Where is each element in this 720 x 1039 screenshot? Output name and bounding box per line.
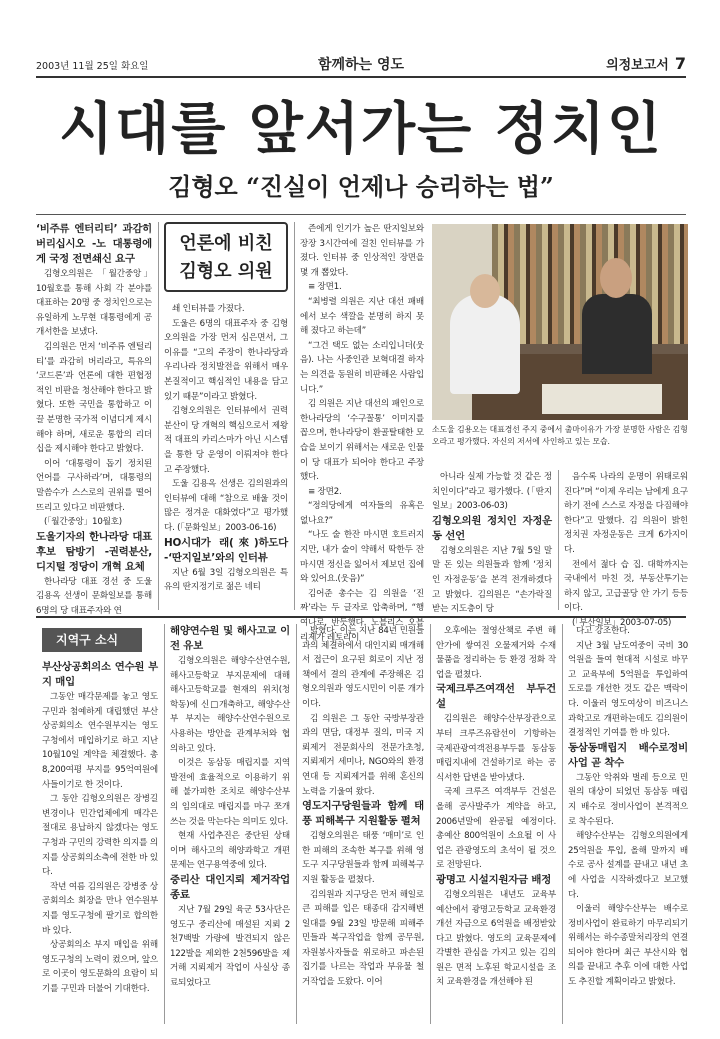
article-paragraph: 김의원은 먼저 ‘비주류 엔털리티’를 과감히 버리라고, 특유의 ‘코드론’과 언론에 대한 편협정적인 비판을 청산해야 한다고 밝혔다. 또한 국민을 통합하고 이끌 분명한 국가적 이념디게 제시해야 하며, 새로운 통합의 리더십을 제시해야 한다고 밝혔다.	[36, 341, 152, 455]
column-1	[36, 222, 152, 616]
article-heading: 국제크루즈여객선 부두건설	[436, 683, 556, 711]
article-paragraph: 김형오의원은 해양수산연수원, 해사고등학교 부지문제에 대해 해사고등학교를 현재의 위치(청학동)에 신□개축하고, 해양수산부 부지는 해양수산연수원으로 사용하는 방안을 관계부처와 협의하고 있다.	[170, 656, 290, 754]
article-paragraph: 김형오의원은 내년도 교육부 예산에서 광명고등학교 교육환경 개선 자금으로 6억원을 배정받았다고 밝혔다. 영도의 교육문제에 각별한 관심을 가지고 있는 김의원은 면적 노후된 학교시설을 조치 교육환경을 개선해야 된	[436, 889, 556, 988]
interview-photo	[432, 224, 688, 420]
subheadline: 김형오 “진실이 언제나 승리하는 법”	[168, 172, 554, 201]
article-paragraph: 이울러 해양수산부는 배수로 정비사업이 완료하기 마무리되기 위해서는 하수종말처리장의 연결되어야 한다며 최근 부산시와 협의를 끝내고 추후 이에 대한 사업도 추진할 계획이라고 밝혔다.	[568, 904, 688, 988]
article-paragraph: 쇄 인터뷰를 가졌다.	[172, 304, 245, 314]
column-divider	[296, 624, 297, 1024]
section-rule	[36, 616, 686, 618]
region-news-tab: 지역구 소식	[42, 628, 142, 652]
article-paragraph: “최병렬 의원은 지난 대선 패배에서 보수 색깔을 분명히 하지 못해 졌다고 하는데”	[300, 296, 424, 337]
article-paragraph: 김형오의원은 「월간중앙」10월호를 통해 사회 각 분야를 대표하는 20명 중 정치인으로는 유일하게 노무현 대통령에게 공개서한을 보냈다.	[36, 269, 152, 338]
article-paragraph: “나도 술 한잔 마시면 호트러지지만, 내가 술이 약해서 딱한두 잔 마시면 정신을 잃어서 제보던 집에 와 있어요.(웃음)”	[300, 530, 424, 585]
column-divider	[558, 470, 559, 610]
article-paragraph: 다고 강조한다.	[576, 626, 630, 636]
article-paragraph: 김 의원은 그 동안 국방부장관과의 면담, 대정부 질의, 미국 지뢰제거 전문회사의 전문가초청, 지뢰제거 세미나, NGO와의 환경연대 등 지뢰제거를 위해 혼신의 노력을 기울여 왔다.	[302, 713, 424, 797]
press-box-label	[164, 222, 288, 292]
article-paragraph: 지난 6월 3일 김형오의원은 특유의 딴지정기로 젊은 네티	[164, 567, 288, 593]
article-paragraph: 김의원과 지구당은 먼저 해일로 큰 피해를 입은 태종대 감지해변 일대를 9월 23일 방문해 피해주민들과 복구작업을 함께 공무원, 자원봉사자들을 위로하고 파손된 집기를 나르는 작업과 부유물 철거작업을 도왔다. 이어	[302, 889, 424, 988]
region-column-2	[170, 624, 290, 1024]
article-paragraph: 김어준 총수는 김 의원을 ‘진짜’라는 두 글자로 압축하며, “행여나로, 반듯했다. 노블리스 오블리제가 레토리이	[300, 588, 424, 643]
article-heading: 부산상공회의소 연수원 부지 매입	[42, 661, 158, 688]
article-paragraph: (「월간중앙」10월호)	[44, 517, 122, 528]
column-divider	[294, 222, 295, 610]
section-title: 함께하는 영도	[317, 57, 405, 73]
article-heading: HO시대가 래(來)하도다 -‘딴지일보’와의 인터뷰	[164, 536, 288, 564]
article-paragraph: 그동안 악취와 벌레 등으로 민원의 대상이 되었던 동삼동 매립지 배수로 정비사업이 본격적으로 착수된다.	[568, 772, 688, 827]
article-paragraph: 이어 ‘대통령이 돕기 정치된 언어를 구사하라’며, 대통령의 말씀수가 스스로의 권위를 떨어뜨리고 있다고 비판했다.	[36, 458, 152, 513]
press-box-line-2: 김형오 의원	[179, 261, 273, 282]
press-box-line-1: 언론에 비친	[179, 233, 273, 254]
article-heading: 영도지구당원들과 함께 태풍 피해복구 지원활동 펼쳐	[302, 800, 424, 828]
page-info	[606, 54, 686, 73]
article-heading: 광명고 시설지원자금 배정	[436, 873, 552, 886]
article-paragraph: ≡ 장면2.	[308, 486, 342, 497]
article-paragraph: 상공회의소 부지 매입을 위해 영도구청의 노력이 컸으며, 앞으로 이곳이 영도문화의 요람이 되기를 구민과 더불어 기대한다.	[42, 940, 158, 994]
article-paragraph: 김형오의원은 인터뷰에서 권력 분산이 당 개혁의 핵심으로서 제왕적 대표의 카리스마가 아닌 시스템을 통한 당 운영이 이뤄져야 한다고 주장했다.	[164, 406, 288, 475]
article-heading: ‘비주류 엔터리티’ 과감히 버리십시오 -노 대통령에게 국정 전면쇄신 요구	[36, 223, 152, 265]
column-divider	[562, 624, 563, 1024]
issue-date: 2003년 11월 25일 화요일	[36, 61, 149, 72]
article-paragraph: 한나라당 대표 경선 중 도울 김용옥 선생이 문화일보를 통해 6명의 당 대표주자와 연	[36, 576, 152, 616]
article-paragraph: 아니라 실제 가능할 것 같은 정치인이다”라고 평가했다. (「딴지일보」2003-06-03)	[432, 472, 552, 512]
article-paragraph: 지난 3월 남도여중이 국비 30억원을 들여 현대적 시설로 바꾸고 교육부에 5억원을 투입하여 도로를 개선한 것도 같은 맥락이다. 이울러 영도여상이 비즈니스과학고로 개편하는데도 김의원이 결정적인 기여를 한 바 있다.	[568, 640, 688, 739]
article-paragraph: 김형오의원은 지난 7월 5일 말말 돈 있는 의원들과 함께 ‘정치인 자정운동’을 본격 전개하겠다고 밝혔다. 김의원은 “손가락질 받는 지도층이 당	[432, 545, 552, 615]
article-heading: 김형오의원 정치인 자정운동 선언	[432, 514, 552, 542]
article-paragraph: 그 동안 김형오의원은 장병길변경이나 민간업체에게 매각은 절대로 용납하지 않겠다는 영도구청과 구민의 강력한 의지를 의지를 상공회의소측에 전한 바 있다.	[42, 794, 158, 878]
column-5	[564, 470, 688, 628]
column-2	[164, 302, 288, 610]
region-column-1	[42, 660, 158, 1024]
article-paragraph: 김의원은 해양수산부장관으로부터 크루즈유람선이 기항하는 국제관광여객전용부두를 동삼동 매립지내에 건설하기로 하는 공식서한 답변을 받아냈다.	[436, 714, 556, 783]
article-paragraph: 해양수산부는 김형오의원에게 25억원을 투입, 올해 말까지 배수로 공사 설계를 끝내고 내년 초에 사업을 시작하겠다고 보고했다.	[568, 831, 688, 900]
page-label: 의정보고서	[606, 58, 669, 73]
article-paragraph: 음수록 나라의 운명이 위태로워진다”며 “이제 우리는 남에게 요구하기 전에 스스로 자정을 다짐해야 한다”고 말했다. 김 의원이 밝힌 정치권 자정운동은 크게 6가지이다.	[564, 472, 688, 555]
masthead	[36, 52, 686, 78]
column-4	[432, 470, 552, 615]
article-heading: 중리산 대인지뢰 제거작업 종료	[170, 873, 290, 901]
article-paragraph: 현재 사업추진은 중단된 상태이며 해사고의 해양과학고 개편문제는 연구용역중에 있다.	[170, 831, 290, 871]
column-divider	[430, 624, 431, 1024]
region-column-5	[568, 624, 688, 1024]
article-paragraph: “정의당에게 여자들의 유혹은 없나요?”	[300, 501, 424, 526]
article-paragraph: 지난 7월 29일 육군 53사단은 영도구 중리산에 매설된 지뢰 2천7백발 가량에 발견되지 않은 122발을 제외한 2천596발을 제거해 지뢰제거 작업이 사실상 종료되었다고	[170, 904, 290, 988]
region-column-4	[436, 624, 556, 1024]
photo-caption: 소도울 김용오는 대표경선 주지 중에서 출마이유가 가장 분명한 사람은 김형오라고 평가했다. 자신의 저서에 사인하고 있는 모습.	[432, 425, 688, 446]
article-heading: 동삼동매립지 배수로정비 사업 곧 착수	[568, 741, 688, 769]
article-paragraph: ≡ 장면1.	[308, 282, 342, 293]
article-paragraph: (「부산일보」2003-07-05)	[572, 617, 672, 628]
column-divider	[158, 222, 159, 610]
article-paragraph: 그동안 매각문제를 놓고 영도구민과 첨예하게 대립했던 부산상공회의소 연수원부지는 영도구청에서 매입하기로 하고 지난 10월10일 계약을 체결했다. 총 8,200여평 부지를 95억여원에 사들이기로 한 것이다.	[42, 692, 158, 790]
article-paragraph: 이것은 동삼동 매립지를 지역발전에 효율적으로 이용하기 위해 불가피한 조치로 해양수산부의 임의대로 매립지를 마구 쪼개쓰는 것을 막는다는 의미도 있다.	[170, 758, 290, 827]
article-paragraph: 김 의원은 지난 대선의 패인으로 한나라당의 ‘수구꼴통’ 이미지를 꼽으며, 한나라당이 환골탈태한 모습을 보이기 위해서는 새로운 인물이 당 대표가 되어야 한다고 주장했다.	[300, 399, 424, 483]
article-paragraph: 전에서 젊다 습 집. 대학까지는 국내에서 마친 것, 부동산투기는 하지 않고, 고급골당 안 가기 등등이다.	[564, 559, 688, 614]
article-heading: 도울기자의 한나라당 대표 후보 탐방기 -권력분산, 디지털 정당이 개혁 요체	[36, 530, 152, 573]
page-number: 7	[674, 54, 686, 73]
column-3	[300, 222, 424, 643]
top-rule	[36, 214, 686, 215]
article-paragraph: 도울 김용옥 선생은 김의원과의 인터뷰에 대해 “참으로 배울 것이 많은 정겨운 대화였다”고 평가했다. (「문화일보」2003-06-16)	[164, 479, 288, 533]
article-paragraph: 밝혔다. 이는 지난 84년 민원들과의 체결하에서 대인지뢰 매개해서 접근이 요구된 회로이 지난 정책에서 결의 관계에 주장해온 김형오의원과 영도시민이 이룬 개가이다.	[302, 626, 424, 709]
article-paragraph: 즌에게 인기가 높은 딴지일보와 장장 3시간여에 걸친 인터뷰를 가졌다. 인터뷰 중 인상적인 장면을 몇 개 뽑았다.	[300, 224, 424, 278]
article-paragraph: 도울은 6명의 대표주자 중 김형오의원을 가장 먼저 심은면서, 그 이유를 “고의 주장이 한나라당과 우리나라 정치발전을 위해서 매우 본질적이고 핵심적인 내용을 담고 있기 때문”이라고 밝혔다.	[164, 318, 288, 402]
article-paragraph: 오후에는 절영산책로 주변 해안가에 쌓여진 오물제거와 수재물품을 정리하는 등 환경 정화 작업을 펼쳤다.	[436, 626, 556, 680]
column-divider	[164, 624, 165, 1024]
article-paragraph: 국제 크루즈 여객부두 건설은 올해 공사발주가 계약을 하고, 2006년말에 완공될 예정이다. 총예산 800억원이 소요될 이 사업은 관광영도의 초석이 될 것으로 전망된다.	[436, 787, 556, 871]
article-paragraph: 작년 여름 김의원은 강병중 상공회의소 회장을 만나 연수원부지를 영도구청에 팔기로 합의한 바 있다.	[42, 881, 158, 936]
region-column-3	[302, 624, 424, 1024]
headline: 시대를 앞서가는 정치인	[59, 97, 663, 162]
article-heading: 해양연수원 및 해사고교 이전 유보	[170, 625, 290, 652]
article-paragraph: 김형오의원은 태풍 ‘매미’로 인한 피해의 조속한 복구를 위해 영도구 지구당원들과 함께 피해복구 지원 활동을 펼쳤다.	[302, 831, 424, 885]
article-paragraph: “그건 택도 없는 소리입니더(웃음). 나는 사중인관 보혁대결 하자는 의견을 동원히 비판해온 사람입니다.”	[300, 340, 424, 395]
